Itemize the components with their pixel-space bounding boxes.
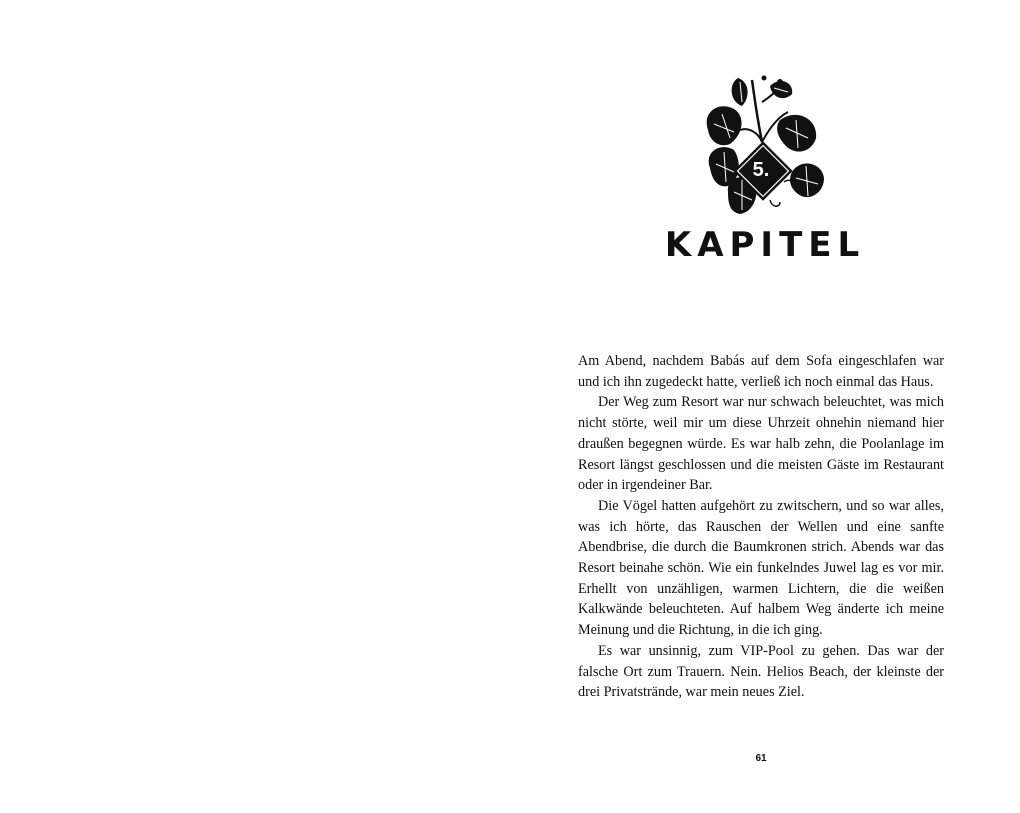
paragraph: Die Vögel hatten aufgehört zu zwitschern, und so war alles, was ich hörte, das Rauschen der Wellen und eine sanfte Abendbrise, die durch die Baumkronen strich. Abends war das Resort beinahe schön. Wie ein funkelndes Juwel lag es vor mir. Erhellt von unzähligen, warmen Lichtern, die die weißen Kalkwände beleuchteten. Auf halbem Weg änderte ich meine Meinung und die Richtung, in die ich ging. bbox=[578, 497, 944, 639]
paragraph: Am Abend, nachdem Babás auf dem Sofa eingeschlafen war und ich ihn zugedeckt hatte, verließ ich noch einmal das Haus. bbox=[578, 353, 944, 390]
chapter-body-text bbox=[578, 351, 944, 703]
chapter-number: 5. bbox=[752, 158, 770, 181]
paragraph: Es war unsinnig, zum VIP-Pool zu gehen. Das war der falsche Ort zum Trauern. Nein. Helios Beach, der kleinste der drei Privatstrände, war mein neues Ziel. bbox=[578, 642, 944, 701]
bougainvillea-flower-icon bbox=[700, 72, 830, 222]
page-number: 61 bbox=[755, 753, 767, 764]
paragraph: Der Weg zum Resort war nur schwach beleuchtet, was mich nicht störte, weil mir um diese Uhrzeit ohnehin niemand hier draußen begegnen würde. Es war halb zehn, die Poolanlage im Resort längst geschlossen und die meisten Gäste im Restaurant oder in irgendeiner Bar. bbox=[578, 394, 944, 494]
right-page bbox=[510, 0, 1020, 813]
chapter-title: KAPITEL bbox=[664, 225, 866, 265]
